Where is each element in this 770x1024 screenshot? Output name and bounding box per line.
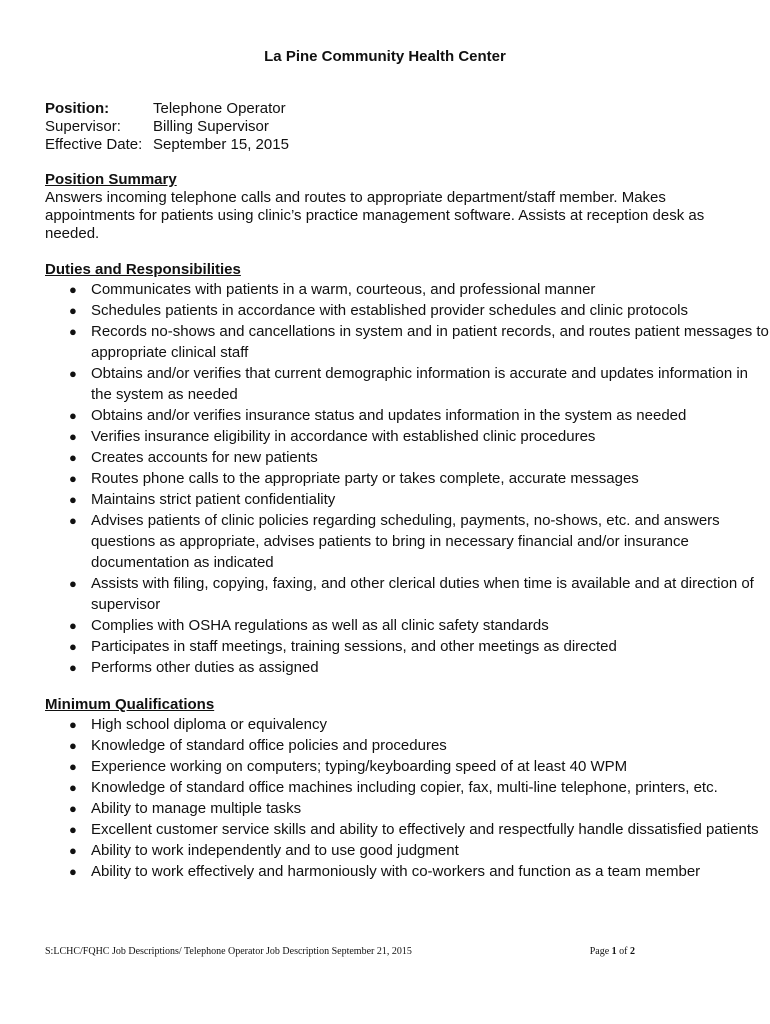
- list-item-text: Schedules patients in accordance with established provider schedules and clinic protocols: [91, 302, 689, 319]
- page-number: [590, 946, 635, 957]
- list-item-text: Performs other duties as assigned: [91, 659, 319, 676]
- list-item-text: Routes phone calls to the appropriate party or takes complete, accurate messages: [91, 470, 639, 487]
- list-item-text: Complies with OSHA regulations as well as all clinic safety standards: [91, 617, 549, 634]
- bullet-icon: ●: [69, 618, 77, 633]
- list-item-text: Participates in staff meetings, training sessions, and other meetings as directed: [91, 638, 617, 655]
- list-item-text: Assists with filing, copying, faxing, and other clerical duties when time is available and at direction of supervisor: [91, 575, 754, 613]
- list-item: [45, 735, 770, 756]
- bullet-icon: ●: [69, 843, 77, 858]
- position-summary-section: [45, 171, 735, 243]
- bullet-icon: ●: [69, 759, 77, 774]
- duties-section: [45, 261, 769, 678]
- list-item: [45, 426, 770, 447]
- list-item-text: Advises patients of clinic policies regarding scheduling, payments, no-shows, etc. and answers questions as appropriate, advises patients to bring in necessary financial and/or insurance documentation as indicated: [91, 512, 720, 571]
- list-item: [45, 615, 770, 636]
- list-item-text: Obtains and/or verifies that current demographic information is accurate and updates information in the system as needed: [91, 365, 749, 403]
- page-total: 2: [630, 946, 635, 957]
- bullet-icon: ●: [69, 639, 77, 654]
- bullet-icon: ●: [69, 282, 77, 297]
- list-item: [45, 756, 770, 777]
- list-item: [45, 636, 770, 657]
- page-prefix: Page: [589, 946, 612, 957]
- bullet-icon: ●: [69, 717, 77, 732]
- page-mid: of: [616, 946, 630, 957]
- document-title: La Pine Community Health Center: [264, 48, 506, 65]
- list-item-text: Obtains and/or verifies insurance status and updates information in the system as needed: [91, 407, 687, 424]
- bullet-icon: ●: [69, 738, 77, 753]
- bullet-icon: ●: [69, 513, 77, 528]
- list-item: [45, 363, 770, 405]
- list-item: [45, 714, 770, 735]
- footer-path: S:LCHC/FQHC Job Descriptions/ Telephone Operator Job Description September 21, 2015: [45, 946, 412, 957]
- bullet-icon: ●: [69, 780, 77, 795]
- meta-row-effective-date: [45, 136, 289, 154]
- list-item: [45, 861, 770, 882]
- duties-list: [45, 279, 769, 678]
- list-item: [45, 657, 770, 678]
- meta-value: Telephone Operator: [153, 100, 286, 117]
- summary-text: Answers incoming telephone calls and routes to appropriate department/staff member. Makes appointments for patients using clinic’s practice management software. Assists at reception desk as needed.: [45, 189, 705, 242]
- meta-value: September 15, 2015: [153, 136, 289, 153]
- list-item: [45, 447, 770, 468]
- position-meta: [45, 100, 289, 154]
- list-item: [45, 510, 770, 573]
- list-item: [45, 468, 770, 489]
- list-item: [45, 573, 770, 615]
- list-item-text: Excellent customer service skills and ability to effectively and respectfully handle dissatisfied patients: [91, 821, 759, 838]
- bullet-icon: ●: [69, 822, 77, 837]
- bullet-icon: ●: [69, 450, 77, 465]
- list-item: [45, 840, 770, 861]
- page-current: 1: [611, 946, 617, 957]
- list-item-text: Creates accounts for new patients: [91, 449, 318, 466]
- section-heading: Position Summary: [45, 171, 177, 188]
- bullet-icon: ●: [69, 576, 77, 591]
- bullet-icon: ●: [69, 324, 77, 339]
- list-item: [45, 819, 770, 840]
- bullet-icon: ●: [69, 471, 77, 486]
- list-item-text: Communicates with patients in a warm, courteous, and professional manner: [91, 281, 596, 298]
- list-item: [45, 279, 770, 300]
- list-item: [45, 300, 770, 321]
- list-item-text: High school diploma or equivalency: [91, 716, 327, 733]
- section-heading: Minimum Qualifications: [45, 696, 215, 713]
- bullet-icon: ●: [69, 492, 77, 507]
- list-item-text: Records no-shows and cancellations in system and in patient records, and routes patient messages to appropriate clinical staff: [91, 323, 769, 361]
- meta-value: Billing Supervisor: [153, 118, 269, 135]
- list-item: [45, 489, 770, 510]
- bullet-icon: ●: [69, 408, 77, 423]
- list-item: [45, 777, 770, 798]
- bullet-icon: ●: [69, 366, 77, 381]
- list-item: [45, 405, 770, 426]
- meta-label: Position:: [45, 100, 110, 117]
- list-item-text: Knowledge of standard office policies and procedures: [91, 737, 447, 754]
- bullet-icon: ●: [69, 801, 77, 816]
- list-item-text: Knowledge of standard office machines including copier, fax, multi-line telephone, printers, etc.: [91, 779, 718, 796]
- list-item: [45, 321, 770, 363]
- list-item-text: Verifies insurance eligibility in accordance with established clinic procedures: [91, 428, 596, 445]
- section-heading: Duties and Responsibilities: [45, 261, 241, 278]
- meta-label: Effective Date:: [45, 136, 143, 153]
- list-item-text: Ability to work independently and to use good judgment: [91, 842, 459, 859]
- bullet-icon: ●: [69, 660, 77, 675]
- list-item-text: Maintains strict patient confidentiality: [91, 491, 336, 508]
- qualifications-list: [45, 714, 759, 882]
- bullet-icon: ●: [69, 864, 77, 879]
- meta-row-position: [45, 100, 289, 118]
- list-item-text: Ability to manage multiple tasks: [91, 800, 302, 817]
- list-item: [45, 798, 770, 819]
- qualifications-section: [45, 696, 759, 882]
- meta-row-supervisor: [45, 118, 289, 136]
- page-footer: [45, 946, 635, 957]
- bullet-icon: ●: [69, 429, 77, 444]
- meta-label: Supervisor:: [45, 118, 121, 135]
- list-item-text: Ability to work effectively and harmoniously with co-workers and function as a team member: [91, 863, 701, 880]
- bullet-icon: ●: [69, 303, 77, 318]
- list-item-text: Experience working on computers; typing/keyboarding speed of at least 40 WPM: [91, 758, 628, 775]
